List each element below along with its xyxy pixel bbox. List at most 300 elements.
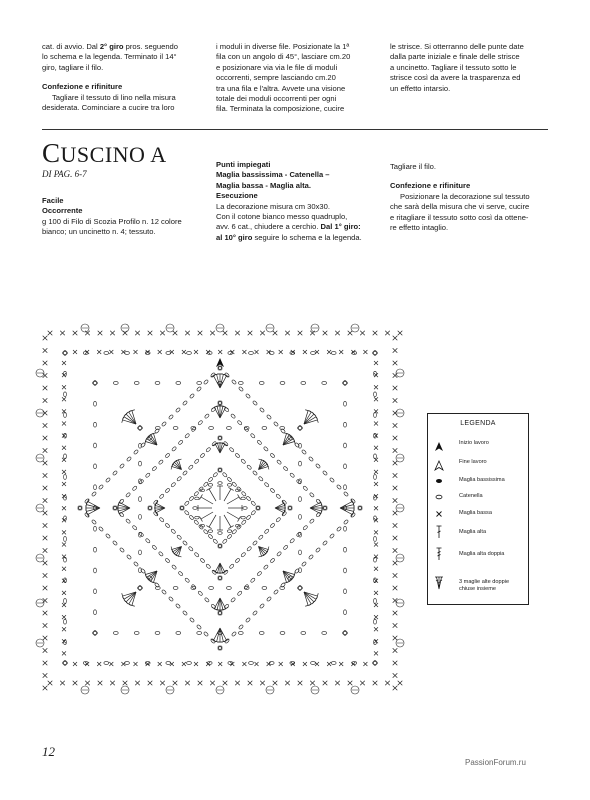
treble-stitch	[228, 487, 233, 490]
single-crochet	[62, 385, 66, 389]
top-col1-line-2: lo schema e la legenda. Terminato il 14°	[42, 52, 177, 62]
materials-line: bianco; un uncinetto n. 4; tessuto.	[42, 227, 156, 237]
single-crochet	[43, 686, 48, 691]
top-col2-line: e posizionare via via le file di moduli	[216, 62, 338, 72]
single-crochet	[134, 662, 138, 666]
chain-stitch	[203, 379, 208, 384]
single-crochet	[374, 506, 378, 510]
chain-stitch	[195, 516, 199, 519]
chain-stitch	[276, 494, 281, 499]
treble-stitch	[227, 497, 239, 504]
single-crochet	[43, 636, 48, 641]
top-col2-line: totale dei moduli occorrenti per ogni	[216, 94, 337, 104]
chain-stitch	[270, 453, 275, 458]
chain-stitch	[213, 472, 218, 477]
chain-stitch	[227, 484, 231, 487]
single-crochet	[360, 681, 365, 686]
treble-stitch	[209, 515, 216, 527]
top-column-1	[42, 42, 202, 113]
single-crochet	[43, 398, 48, 403]
chain-stitch	[227, 534, 232, 539]
chain-stitch	[218, 532, 222, 535]
single-crochet	[194, 350, 198, 354]
chain-stitch	[237, 420, 242, 425]
chain-stitch	[198, 591, 203, 596]
single-crochet	[393, 448, 398, 453]
chain-stitch	[301, 632, 306, 635]
single-crochet	[335, 681, 340, 686]
treble-stitch	[275, 506, 285, 508]
single-crochet	[255, 662, 259, 666]
chain-stitch	[134, 632, 139, 635]
single-crochet	[374, 446, 378, 450]
treble-stitch	[319, 511, 322, 516]
single-crochet	[123, 681, 128, 686]
single-crochet	[97, 350, 101, 354]
chain-stitch	[203, 482, 208, 487]
chain-stitch	[336, 484, 341, 489]
chain-stitch	[259, 382, 264, 385]
single-crochet	[285, 331, 290, 336]
chain-stitch	[249, 662, 254, 665]
single-crochet	[298, 331, 303, 336]
chain-stitch	[230, 597, 235, 602]
chain-stitch	[263, 564, 268, 569]
chain-stitch	[161, 421, 166, 426]
chain-stitch	[331, 352, 336, 355]
section-column-2	[216, 160, 381, 243]
treble-stitch	[118, 505, 130, 508]
treble-stitch	[275, 508, 285, 510]
top-col1-text-2: desiderata. Cominciare a cucire tra loro	[42, 103, 175, 113]
single-crochet	[198, 331, 203, 336]
single-crochet	[43, 623, 48, 628]
single-crochet	[98, 681, 103, 686]
execution-line: avv. 6 cat., chiudere a cerchio. Dal 1° giro:	[216, 222, 361, 232]
chain-stitch	[134, 382, 139, 385]
chain-stitch	[165, 558, 170, 563]
page-number: 12	[42, 744, 55, 759]
chain-stitch	[182, 540, 187, 545]
single-crochet	[62, 506, 66, 510]
chain-stitch	[203, 529, 208, 534]
single-crochet	[393, 436, 398, 441]
chain-stitch	[64, 475, 67, 480]
single-crochet	[43, 523, 48, 528]
chain-stitch	[276, 459, 281, 464]
chain-stitch	[105, 477, 110, 482]
chain-stitch	[231, 379, 236, 384]
chain-stitch	[257, 440, 262, 445]
chain-stitch	[322, 470, 327, 475]
top-col3-line: dalla parte iniziale e finale delle strisce	[390, 52, 520, 62]
single-crochet	[48, 331, 53, 336]
treble-stitch	[206, 526, 211, 529]
chain-stitch	[187, 352, 192, 355]
chain-stitch	[374, 619, 377, 624]
chain-stitch	[204, 413, 209, 418]
chain-stitch	[232, 482, 237, 487]
chain-stitch	[259, 632, 264, 635]
single-crochet	[210, 331, 215, 336]
single-crochet	[393, 536, 398, 541]
single-crochet	[185, 681, 190, 686]
chain-stitch	[177, 535, 182, 540]
watermark: PassionForum.ru	[465, 758, 526, 767]
execution-line: al 10° giro seguire lo schema e la legenda.	[216, 232, 362, 242]
single-crochet	[374, 385, 378, 389]
chain-stitch	[194, 459, 199, 464]
treble-stitch	[222, 443, 227, 446]
single-crochet	[242, 350, 246, 354]
single-crochet	[393, 648, 398, 653]
single-crochet	[218, 350, 222, 354]
top-col2-line: i moduli in diverse file. Posizionate la 1ª	[216, 42, 350, 51]
single-crochet	[43, 448, 48, 453]
single-crochet	[374, 591, 378, 595]
chain-stitch	[235, 558, 240, 563]
chain-stitch	[206, 447, 211, 452]
chain-stitch	[198, 420, 203, 425]
single-crochet	[98, 331, 103, 336]
chain-stitch	[94, 568, 97, 573]
chain-stitch	[184, 510, 189, 515]
single-crochet	[393, 661, 398, 666]
single-crochet	[385, 331, 390, 336]
chain-stitch	[185, 433, 190, 438]
chain-stitch	[189, 393, 194, 398]
chain-stitch	[374, 599, 377, 604]
treble-stitch	[155, 501, 158, 506]
single-crochet	[43, 498, 48, 503]
chain-stitch	[64, 599, 67, 604]
single-crochet	[398, 681, 403, 686]
execution-line: La decorazione misura cm 30x30.	[216, 201, 330, 211]
legend-label: Catenella	[459, 493, 483, 499]
single-crochet	[62, 446, 66, 450]
single-crochet	[374, 530, 378, 534]
chain-stitch	[315, 547, 320, 552]
single-crochet	[385, 681, 390, 686]
treble-stitch	[223, 406, 228, 409]
chain-stitch	[218, 482, 222, 485]
treble-stitch	[215, 444, 220, 453]
cluster-icon	[432, 573, 446, 593]
chain-stitch	[98, 484, 103, 489]
chain-stitch	[175, 407, 180, 412]
chain-stitch	[299, 497, 302, 502]
single-crochet	[323, 331, 328, 336]
chain-stitch	[64, 454, 67, 459]
single-crochet	[62, 543, 66, 547]
chain-stitch	[258, 476, 263, 481]
chain-stitch	[280, 382, 285, 385]
chain-stitch	[227, 427, 232, 430]
treble-stitch	[224, 489, 231, 501]
finishing-line: che sarà della misura che vi serve, cucire	[390, 202, 530, 212]
single-crochet	[363, 662, 367, 666]
top-col2-line: tra una fila e l'altra. Avvete una visione	[216, 83, 346, 93]
single-crochet	[393, 673, 398, 678]
top-col3-line: a uncinetto. Tagliare il tessuto sotto le	[390, 62, 517, 72]
single-crochet	[393, 361, 398, 366]
chain-stitch	[229, 447, 234, 452]
single-crochet	[374, 422, 378, 426]
chain-stitch	[200, 453, 205, 458]
chain-stitch	[171, 564, 176, 569]
legend-title: LEGENDA	[460, 420, 496, 427]
chain-stitch	[259, 603, 264, 608]
treble-stitch	[217, 406, 220, 418]
single-crochet	[393, 548, 398, 553]
chain-stitch	[178, 571, 183, 576]
chain-stitch	[309, 492, 314, 497]
treble-stitch	[215, 563, 220, 572]
chain-stitch	[189, 617, 194, 622]
treble-stitch	[199, 494, 202, 499]
chain-stitch	[155, 382, 160, 385]
single-crochet	[260, 331, 265, 336]
cross-icon	[432, 510, 446, 524]
chain-stitch	[91, 491, 96, 496]
chain-stitch	[257, 571, 262, 576]
filled-oval-icon	[432, 477, 446, 491]
top-col2-line: fila. Terminata la composizione, cucire	[216, 104, 345, 114]
single-crochet	[235, 331, 240, 336]
treble-stitch	[220, 406, 223, 418]
legend-label: Fine lavoro	[459, 459, 487, 465]
treble-stitch	[220, 444, 225, 453]
treble-stitch	[310, 502, 321, 508]
chain-stitch	[344, 526, 347, 531]
chain-stitch	[331, 662, 336, 665]
single-crochet	[373, 681, 378, 686]
chain-stitch	[188, 465, 193, 470]
chain-stitch	[238, 624, 243, 629]
top-col3-line: strisce così da avere la trasparenza ed	[390, 73, 521, 83]
section-column-1	[42, 196, 207, 238]
single-crochet	[339, 662, 343, 666]
single-crochet	[43, 511, 48, 516]
single-crochet	[393, 486, 398, 491]
single-crochet	[393, 611, 398, 616]
treble-stitch	[310, 508, 322, 511]
chain-stitch	[132, 486, 137, 491]
chain-stitch	[241, 516, 245, 519]
top-col3-line: un effetto intarsio.	[390, 83, 451, 93]
treble-stitch	[214, 407, 220, 418]
single-crochet	[43, 573, 48, 578]
single-crochet	[62, 591, 66, 595]
chain-stitch	[264, 482, 269, 487]
single-crochet	[363, 350, 367, 354]
top-column-3	[390, 42, 550, 94]
chain-stitch	[222, 539, 227, 544]
chain-stitch	[343, 491, 348, 496]
execution-heading: Esecuzione	[216, 191, 258, 201]
chain-stitch	[185, 578, 190, 583]
chain-stitch	[250, 578, 255, 583]
chain-stitch	[208, 534, 213, 539]
treble-stitch	[218, 443, 220, 453]
treble-stitch	[214, 598, 220, 609]
chain-stitch	[139, 550, 142, 555]
chain-stitch	[173, 587, 178, 590]
single-crochet	[73, 662, 77, 666]
single-crochet	[43, 348, 48, 353]
chain-stitch	[227, 530, 231, 533]
single-crochet	[182, 662, 186, 666]
chain-stitch	[194, 552, 199, 557]
materials-line: g 100 di Filo di Scozia Profilo n. 12 colore	[42, 216, 182, 226]
single-crochet	[374, 543, 378, 547]
chain-stitch	[238, 382, 243, 385]
single-crochet	[393, 473, 398, 478]
chain-stitch	[194, 520, 199, 525]
chain-stitch	[280, 632, 285, 635]
difficulty-level: Facile	[42, 196, 64, 205]
chain-stitch	[322, 632, 327, 635]
treble-stitch	[118, 500, 121, 505]
chain-stitch	[91, 519, 96, 524]
single-crochet	[62, 482, 66, 486]
chain-stitch	[168, 596, 173, 601]
single-crochet	[43, 473, 48, 478]
single-crochet	[173, 681, 178, 686]
chain-stitch	[194, 491, 199, 496]
top-col1-line-3: giro, tagliare il filo.	[42, 62, 104, 72]
chain-stitch	[159, 494, 164, 499]
finishing-heading: Confezione e rifiniture	[390, 181, 471, 191]
chain-stitch	[196, 624, 201, 629]
chain-stitch	[299, 550, 302, 555]
chain-stitch	[276, 551, 281, 556]
chain-stitch	[188, 546, 193, 551]
chain-stitch	[166, 352, 171, 355]
single-crochet	[279, 662, 283, 666]
treble-stitch	[282, 510, 285, 515]
chain-stitch	[195, 497, 199, 500]
chain-stitch	[311, 352, 316, 355]
treble-stitch	[199, 516, 202, 521]
top-col2-line: fila con un angolo di 45°, lasciare cm.20	[216, 52, 351, 62]
single-crochet	[62, 397, 66, 401]
single-crochet	[374, 470, 378, 474]
treble-stitch	[217, 628, 220, 642]
chain-stitch	[145, 473, 150, 478]
chain-stitch	[125, 518, 130, 523]
single-crochet	[242, 662, 246, 666]
chain-stitch	[258, 535, 263, 540]
single-crochet	[273, 681, 278, 686]
chain-stitch	[374, 454, 377, 459]
chain-stitch	[182, 470, 187, 475]
chain-stitch	[182, 400, 187, 405]
chain-stitch	[104, 662, 109, 665]
chain-stitch	[159, 517, 164, 522]
single-crochet	[398, 331, 403, 336]
legend-label: 3 maglie alte doppie chiuse insieme	[459, 579, 510, 592]
single-crochet	[43, 673, 48, 678]
single-crochet	[248, 681, 253, 686]
chain-stitch	[133, 561, 138, 566]
single-crochet	[374, 397, 378, 401]
chain-stitch	[301, 449, 306, 454]
treble-stitch	[155, 506, 165, 508]
chain-stitch	[241, 520, 246, 525]
single-crochet	[148, 681, 153, 686]
chain-stitch	[126, 456, 131, 461]
chain-stitch	[230, 413, 235, 418]
chain-stitch	[374, 475, 377, 480]
chain-stitch	[344, 589, 347, 594]
chain-stitch	[113, 382, 118, 385]
chain-stitch	[139, 497, 142, 502]
single-crochet	[393, 398, 398, 403]
chain-stitch	[145, 538, 150, 543]
chain-stitch	[252, 610, 257, 615]
chain-stitch	[64, 537, 67, 542]
treble-stitch	[220, 563, 222, 573]
outline-oval-icon	[432, 493, 446, 507]
chain-stitch	[184, 501, 189, 506]
single-crochet	[303, 350, 307, 354]
single-crochet	[62, 422, 66, 426]
treble-stitch	[119, 502, 130, 508]
treble-stitch	[119, 508, 130, 514]
chain-stitch	[64, 619, 67, 624]
single-crochet	[393, 523, 398, 528]
single-crochet	[43, 436, 48, 441]
chain-stitch	[309, 518, 314, 523]
chain-stitch	[126, 554, 131, 559]
treble-stitch	[206, 487, 211, 490]
chain-stitch	[235, 453, 240, 458]
treble-stitch	[217, 598, 220, 610]
chain-stitch	[161, 589, 166, 594]
single-crochet	[135, 681, 140, 686]
chain-stitch	[119, 547, 124, 552]
single-crochet	[273, 331, 278, 336]
chain-stitch	[270, 523, 275, 528]
chain-stitch	[139, 515, 142, 520]
chain-stitch	[251, 510, 256, 515]
treble-stitch	[224, 515, 231, 527]
single-crochet	[393, 386, 398, 391]
chain-stitch	[152, 466, 157, 471]
chain-stitch	[243, 507, 247, 510]
chain-stitch	[165, 453, 170, 458]
chain-stitch	[270, 488, 275, 493]
single-crochet	[43, 661, 48, 666]
chain-stitch	[152, 545, 157, 550]
chain-stitch	[213, 539, 218, 544]
chain-stitch	[209, 427, 214, 430]
chain-stitch	[187, 662, 192, 665]
chain-stitch	[176, 632, 181, 635]
chain-stitch	[189, 496, 194, 501]
treble-stitch	[156, 508, 165, 513]
single-crochet	[374, 361, 378, 365]
chain-stitch	[171, 529, 176, 534]
crochet-diagram	[30, 318, 410, 698]
chain-stitch	[175, 603, 180, 608]
single-crochet	[223, 331, 228, 336]
treble-stitch	[155, 508, 165, 510]
chain-stitch	[344, 547, 347, 552]
chain-stitch	[203, 631, 208, 636]
treble-stitch	[310, 505, 322, 508]
